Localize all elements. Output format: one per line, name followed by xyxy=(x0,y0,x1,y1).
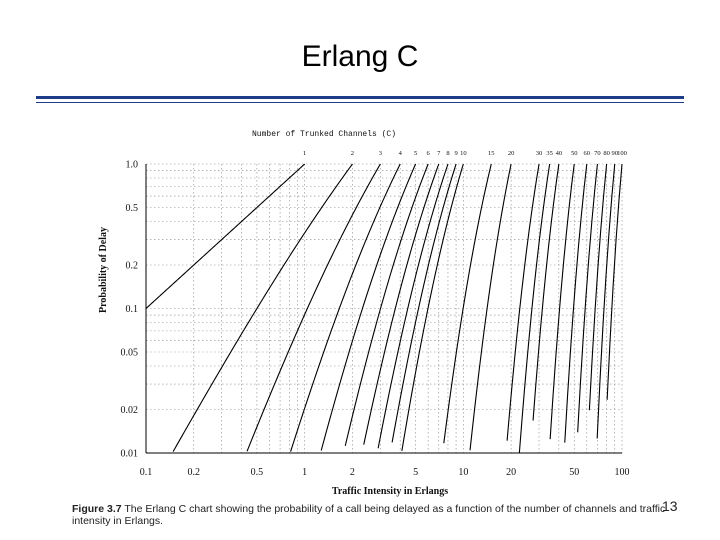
channel-label: 8 xyxy=(446,150,450,157)
channel-label: 60 xyxy=(583,150,591,157)
x-tick-label: 100 xyxy=(614,467,630,478)
slide-title: Erlang C xyxy=(301,40,419,73)
channel-label: 40 xyxy=(555,150,563,157)
erlang-curve-c7 xyxy=(364,164,439,445)
y-tick-label: 0.05 xyxy=(120,347,138,359)
x-axis-label: Traffic Intensity in Erlangs xyxy=(331,486,449,497)
channel-label: 2 xyxy=(350,150,355,157)
y-tick-label: 0.1 xyxy=(125,304,138,315)
erlang-curve-c70 xyxy=(578,164,598,432)
erlang-curve-c3 xyxy=(247,164,380,451)
channel-label: 6 xyxy=(426,150,430,157)
erlang-curve-c10 xyxy=(402,164,463,451)
y-tick-label: 1.0 xyxy=(125,159,138,171)
channel-label: 30 xyxy=(535,150,543,157)
erlang-curve-c40 xyxy=(533,164,559,421)
channel-label: 9 xyxy=(454,150,458,157)
channel-label: 50 xyxy=(570,150,578,157)
channel-label: 4 xyxy=(398,150,402,157)
page-number: 13 xyxy=(662,498,678,514)
x-tick-label: 20 xyxy=(506,467,517,478)
erlang-curve-c4 xyxy=(291,164,401,452)
channel-label: 35 xyxy=(546,150,553,157)
caption-label: Figure 3.7 xyxy=(72,503,122,515)
y-tick-label: 0.2 xyxy=(125,260,138,272)
channel-label: 1 xyxy=(303,150,307,157)
channel-label: 15 xyxy=(488,150,495,157)
figure-caption xyxy=(72,503,672,527)
x-tick-label: 2 xyxy=(349,467,355,478)
y-tick-label: 0.02 xyxy=(120,405,138,417)
channel-label: 20 xyxy=(507,150,515,157)
x-tick-label: 5 xyxy=(413,467,419,478)
channel-label: 100 xyxy=(617,150,627,157)
erlang-curve-c2 xyxy=(173,164,352,452)
caption-text: The Erlang C chart showing the probability of a call being delayed as a function of the number of channels and traffic intensity in Erlangs. xyxy=(72,503,666,527)
x-tick-label: 50 xyxy=(569,467,580,478)
erlang-curve-c20 xyxy=(470,164,511,450)
erlang-curve-c1 xyxy=(146,164,305,309)
erlang-curve-c8 xyxy=(378,164,448,448)
chart-top-label: Number of Trunked Channels (C) xyxy=(252,130,397,139)
x-tick-label: 0.2 xyxy=(187,467,201,478)
channel-label: 5 xyxy=(413,150,418,157)
erlang-curve-c5 xyxy=(321,164,415,450)
channel-label: 80 xyxy=(603,150,610,157)
channel-label: 70 xyxy=(594,150,601,157)
erlang-curve-c80 xyxy=(589,164,606,410)
channel-label: 3 xyxy=(378,150,382,157)
erlang-curve-c15 xyxy=(444,164,491,443)
y-axis-label: Probability of Delay xyxy=(98,227,109,313)
x-tick-label: 1 xyxy=(302,467,308,478)
erlang-curve-c60 xyxy=(565,164,587,443)
channel-label: 90 xyxy=(611,150,618,157)
channel-label: 10 xyxy=(460,150,467,157)
channel-label: 7 xyxy=(437,150,441,157)
x-tick-label: 0.5 xyxy=(250,467,264,478)
x-tick-label: 0.1 xyxy=(139,467,153,478)
y-tick-label: 0.5 xyxy=(125,202,138,214)
x-tick-label: 10 xyxy=(458,467,469,478)
y-tick-label: 0.01 xyxy=(120,448,138,460)
